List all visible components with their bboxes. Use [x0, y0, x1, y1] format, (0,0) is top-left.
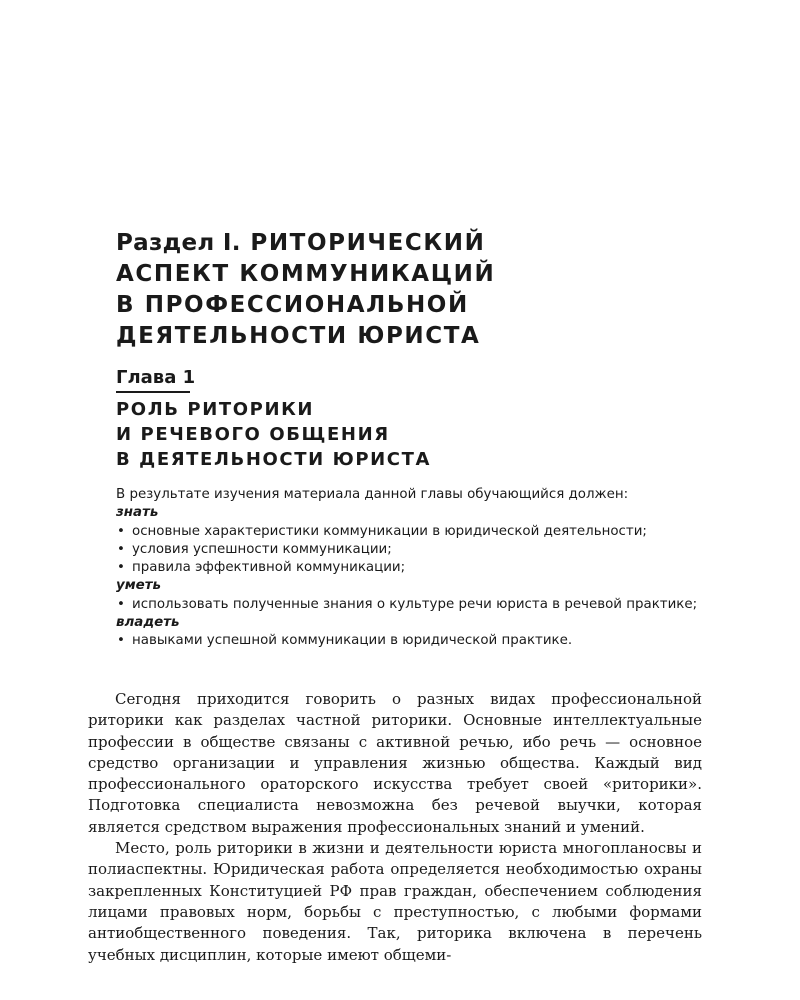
- list-item: [116, 632, 706, 650]
- list-item: [116, 596, 706, 614]
- can-label: уметь: [116, 578, 161, 594]
- chapter-label-underline: [116, 391, 190, 393]
- objectives-intro: В результате изучения материала данной главы обучающийся должен:: [116, 487, 629, 502]
- body-paragraph: Сегодня приходится говорить о разных видах профессиональной риторики как разделах частной риторики. Основные интеллектуальные профессии в обществе связаны с активной речью, ибо речь — основное средство организации и управления жизнью общества. Каждый вид профессионального ораторского искусства требует своей «риторики». Подготовка специалиста невозможна без речевой выучки, которая является средством выражения профессиональных знаний и умений.: [88, 690, 702, 836]
- list-item: [116, 541, 706, 559]
- master-list: [116, 632, 706, 650]
- list-item-text: условия успешности коммуникации;: [132, 541, 392, 557]
- list-item-text: навыками успешной коммуникации в юридической практике.: [132, 633, 573, 649]
- bullet-icon: •: [117, 633, 125, 649]
- body-text: [88, 689, 702, 966]
- section-prefix: Раздел I.: [116, 230, 241, 256]
- section-heading: [116, 228, 716, 352]
- body-paragraph: Место, роль риторики в жизни и деятельности юриста многопланоcвы и полиаспектны. Юридическая работа определяется необходимостью охраны закрепленных Конституцией РФ прав граждан, обеспечением соблюдения лицами правовых норм, борьбы с преступностью, с любыми формами антиобщественного поведения. Так, риторика включена в перечень учебных дисциплин, которые имеют общеми-: [88, 839, 702, 964]
- list-item-text: использовать полученные знания о культуре речи юриста в речевой практике;: [132, 596, 698, 612]
- section-title-line: ДЕЯТЕЛЬНОСТИ ЮРИСТА: [116, 323, 481, 349]
- bullet-icon: •: [117, 560, 125, 576]
- chapter-title-line: В ДЕЯТЕЛЬНОСТИ ЮРИСТА: [116, 449, 432, 470]
- bullet-icon: •: [117, 523, 125, 539]
- bullet-icon: •: [117, 541, 125, 557]
- chapter-title-line: РОЛЬ РИТОРИКИ: [116, 399, 315, 420]
- master-label: владеть: [116, 615, 180, 631]
- list-item-text: основные характеристики коммуникации в юридической деятельности;: [132, 523, 647, 539]
- chapter-title-line: И РЕЧЕВОГО ОБЩЕНИЯ: [116, 424, 390, 445]
- can-list: [116, 596, 706, 614]
- list-item: [116, 523, 706, 541]
- learning-objectives: [116, 486, 706, 651]
- know-list: [116, 523, 706, 578]
- know-label: знать: [116, 505, 159, 521]
- chapter-label: Глава 1: [116, 367, 196, 388]
- bullet-icon: •: [117, 596, 125, 612]
- section-title-line: АСПЕКТ КОММУНИКАЦИЙ: [116, 261, 496, 287]
- chapter-title: [116, 397, 716, 472]
- list-item: [116, 559, 706, 577]
- section-title-line: РИТОРИЧЕСКИЙ: [250, 230, 486, 256]
- list-item-text: правила эффективной коммуникации;: [132, 560, 406, 576]
- section-title-line: В ПРОФЕССИОНАЛЬНОЙ: [116, 292, 469, 318]
